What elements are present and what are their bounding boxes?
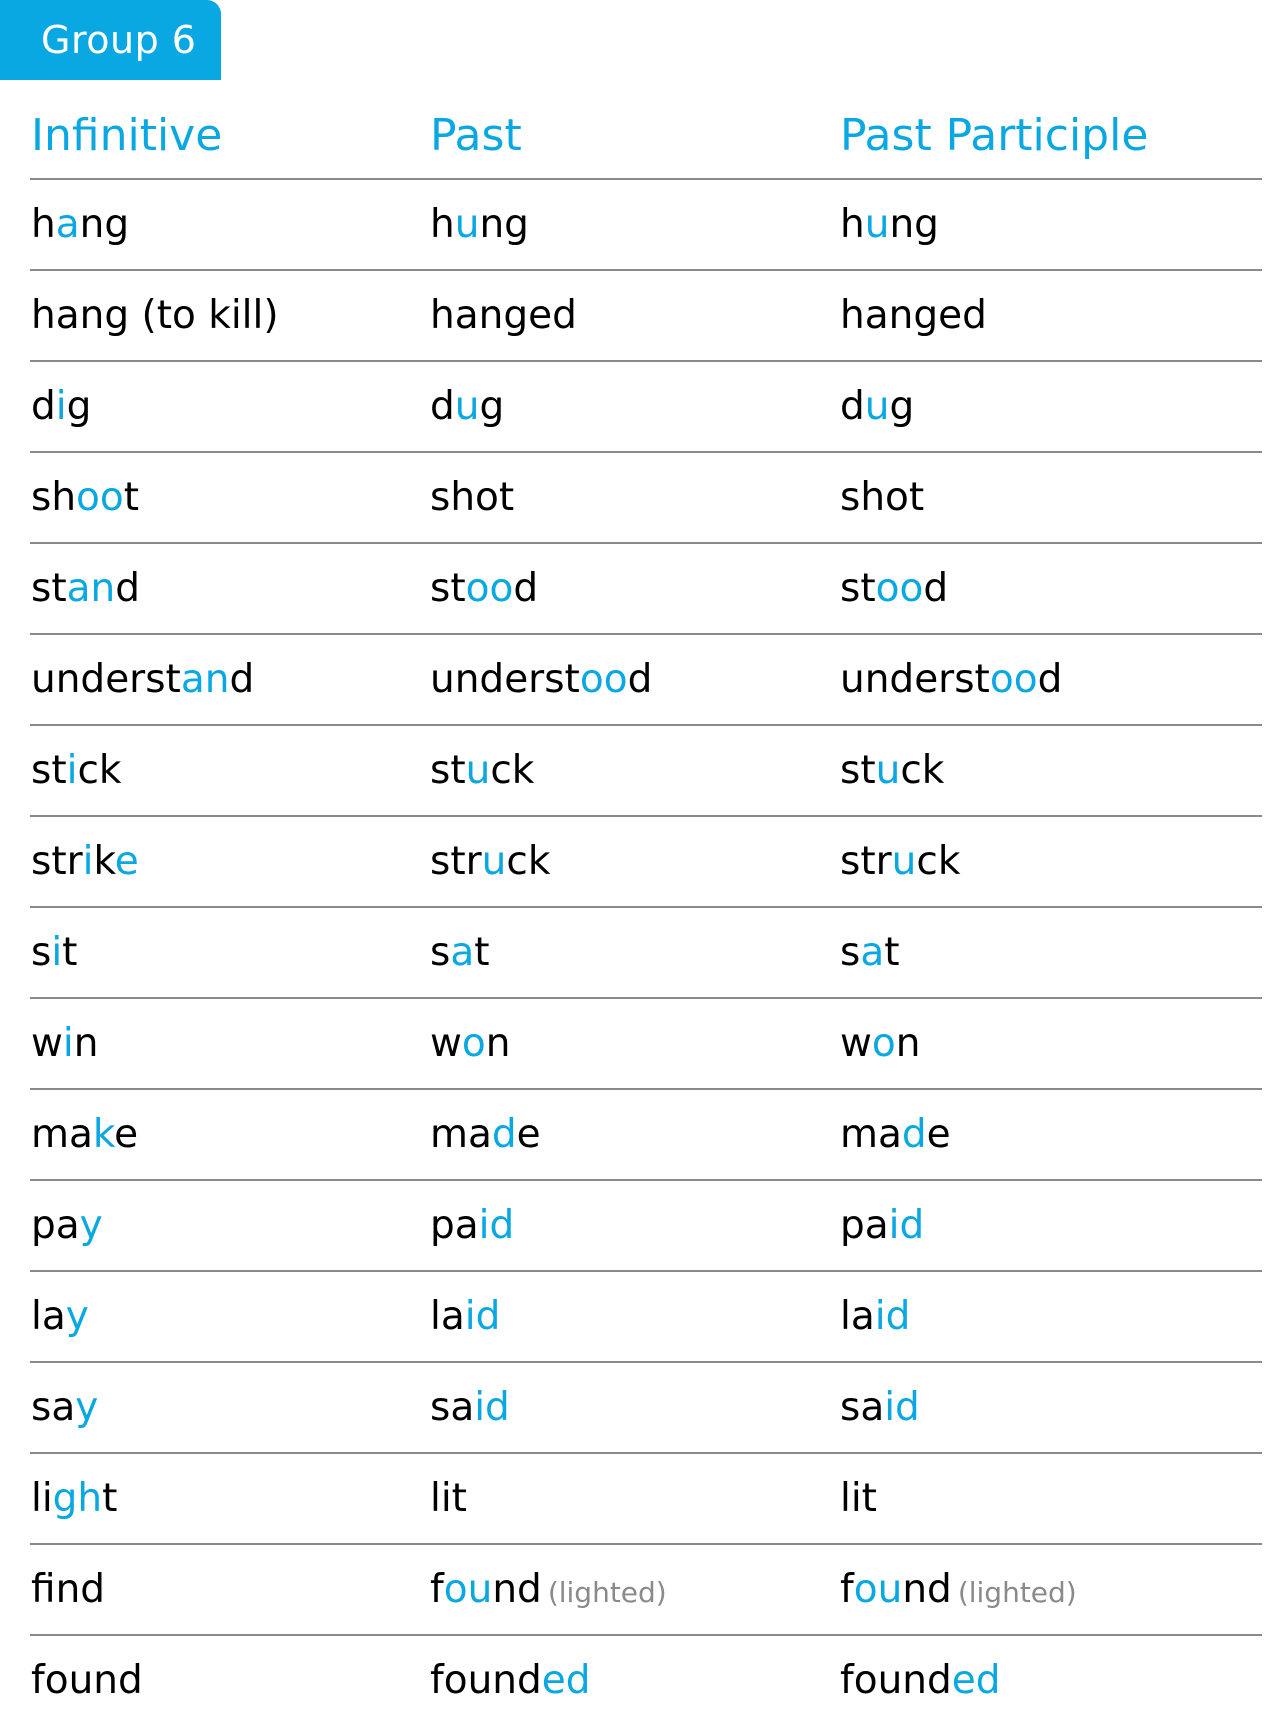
header-infinitive: Infinitive: [31, 110, 223, 161]
cell-infinitive: [31, 1658, 143, 1704]
text-segment: underst: [31, 657, 181, 702]
cell-past-participle: [840, 1658, 1001, 1704]
text-segment: d: [430, 384, 455, 429]
text-segment: la: [430, 1294, 465, 1339]
cell-past: [430, 1112, 541, 1158]
highlighted-segment: oo: [579, 657, 628, 702]
text-segment: n: [485, 1021, 511, 1066]
cell-infinitive: [31, 293, 279, 339]
text-segment: f: [840, 1567, 854, 1612]
header-past-participle: Past Participle: [840, 110, 1149, 161]
highlighted-segment: oo: [465, 566, 514, 611]
text-segment: sh: [31, 475, 77, 520]
text-segment: hang (to kill): [31, 293, 279, 338]
highlighted-segment: an: [180, 657, 230, 702]
text-segment: nd: [55, 1567, 106, 1612]
text-segment: w: [31, 1021, 63, 1066]
table-header: [30, 100, 1262, 180]
text-segment: ng: [889, 202, 939, 247]
highlighted-segment: y: [65, 1294, 89, 1339]
highlighted-segment: d: [901, 1112, 927, 1157]
text-segment: f: [430, 1567, 444, 1612]
highlighted-segment: id: [474, 1385, 510, 1430]
highlighted-segment: u: [891, 839, 917, 884]
text-segment: t: [123, 475, 140, 520]
cell-infinitive: [31, 566, 140, 612]
text-segment: hanged: [840, 293, 987, 338]
text-segment: s: [430, 930, 451, 975]
text-segment: d: [115, 566, 141, 611]
text-segment: h: [430, 202, 455, 247]
highlighted-segment: oo: [989, 657, 1038, 702]
header-past: Past: [430, 110, 522, 161]
cell-infinitive: [31, 1567, 105, 1613]
text-segment: ng: [479, 202, 529, 247]
text-segment: ck: [506, 839, 551, 884]
text-segment: st: [430, 566, 466, 611]
text-segment: sa: [31, 1385, 76, 1430]
text-segment: e: [926, 1112, 951, 1157]
text-segment: nd: [902, 1567, 952, 1612]
highlighted-segment: a: [55, 202, 80, 247]
text-segment: la: [840, 1294, 875, 1339]
text-segment: w: [430, 1021, 462, 1066]
text-segment: g: [66, 384, 92, 429]
text-segment: str: [430, 839, 482, 884]
text-segment: g: [479, 384, 505, 429]
cell-past: [430, 1203, 514, 1249]
highlighted-segment: ed: [951, 1658, 1001, 1703]
cell-infinitive: [31, 384, 91, 430]
cell-past-participle: [840, 748, 944, 794]
cell-past: [430, 1658, 591, 1704]
table-row: [30, 817, 1262, 908]
text-segment: e: [114, 1112, 139, 1157]
text-segment: shot: [430, 475, 515, 520]
text-segment: ck: [916, 839, 961, 884]
highlighted-segment: ou: [443, 1567, 493, 1612]
text-segment: sa: [430, 1385, 475, 1430]
highlighted-segment: oo: [875, 566, 924, 611]
text-segment: st: [840, 748, 876, 793]
cell-past: [430, 748, 534, 794]
cell-past-participle: [840, 1294, 910, 1340]
table-body: [30, 180, 1262, 1725]
table-row: [30, 544, 1262, 635]
cell-past-participle: [840, 293, 987, 339]
cell-infinitive: [31, 1294, 89, 1340]
table-row: [30, 999, 1262, 1090]
cell-past: [430, 202, 529, 248]
text-segment: st: [31, 566, 67, 611]
cell-past-participle: [840, 839, 960, 885]
cell-past: [430, 839, 550, 885]
highlighted-segment: an: [66, 566, 116, 611]
cell-past-participle: [840, 1021, 921, 1067]
cell-past: [430, 384, 504, 430]
text-segment: lit: [840, 1476, 877, 1521]
cell-past: [430, 566, 538, 612]
text-segment: n: [73, 1021, 99, 1066]
highlighted-segment: id: [478, 1203, 515, 1248]
text-segment: n: [895, 1021, 921, 1066]
variant-note: (lighted): [957, 1576, 1077, 1609]
text-segment: st: [430, 748, 466, 793]
cell-past-participle: [840, 566, 948, 612]
table-row: [30, 362, 1262, 453]
text-segment: found: [430, 1658, 542, 1703]
highlighted-segment: gh: [52, 1476, 103, 1521]
cell-infinitive: [31, 748, 122, 794]
cell-past-participle: [840, 1476, 877, 1522]
highlighted-segment: oo: [76, 475, 124, 520]
highlighted-segment: id: [884, 1385, 920, 1430]
cell-past: [430, 657, 652, 703]
text-segment: ng: [79, 202, 130, 247]
text-segment: t: [62, 930, 78, 975]
table-row: [30, 180, 1262, 271]
cell-past: [430, 930, 490, 976]
cell-past: [430, 1385, 510, 1431]
cell-infinitive: [31, 202, 129, 248]
table-row: [30, 1363, 1262, 1454]
cell-past: [430, 1476, 467, 1522]
cell-infinitive: [31, 1476, 117, 1522]
cell-past-participle: [840, 1385, 920, 1431]
highlighted-segment: u: [481, 839, 507, 884]
text-segment: shot: [840, 475, 925, 520]
table-row: [30, 1272, 1262, 1363]
cell-infinitive: [31, 657, 254, 703]
text-segment: w: [840, 1021, 872, 1066]
table-row: [30, 271, 1262, 362]
highlighted-segment: u: [875, 748, 901, 793]
highlighted-segment: o: [871, 1021, 896, 1066]
cell-past: [430, 1294, 500, 1340]
highlighted-segment: u: [864, 202, 890, 247]
cell-past-participle: [840, 1112, 951, 1158]
text-segment: k: [93, 839, 115, 884]
highlighted-segment: u: [465, 748, 491, 793]
cell-past: [430, 1567, 667, 1616]
text-segment: underst: [840, 657, 990, 702]
text-segment: d: [627, 657, 653, 702]
highlighted-segment: e: [114, 839, 139, 884]
text-segment: d: [31, 384, 56, 429]
cell-infinitive: [31, 1112, 138, 1158]
cell-infinitive: [31, 839, 139, 885]
table-row: [30, 1090, 1262, 1181]
text-segment: pa: [840, 1203, 889, 1248]
highlighted-segment: d: [491, 1112, 517, 1157]
text-segment: lit: [430, 1476, 467, 1521]
text-segment: t: [102, 1476, 118, 1521]
cell-past-participle: [840, 657, 1062, 703]
text-segment: d: [1037, 657, 1063, 702]
table-row: [30, 1636, 1262, 1725]
text-segment: ck: [490, 748, 535, 793]
table-row: [30, 908, 1262, 999]
text-segment: f: [31, 1567, 56, 1612]
highlighted-segment: i: [51, 930, 63, 975]
table-row: [30, 1545, 1262, 1636]
table-row: [30, 726, 1262, 817]
cell-past: [430, 293, 577, 339]
verb-table: [30, 100, 1262, 1725]
highlighted-segment: a: [860, 930, 885, 975]
cell-infinitive: [31, 1203, 103, 1249]
highlighted-segment: k: [92, 1112, 115, 1157]
text-segment: h: [840, 202, 865, 247]
text-segment: pa: [430, 1203, 479, 1248]
highlighted-segment: u: [864, 384, 890, 429]
highlighted-segment: i: [82, 839, 94, 884]
table-row: [30, 1454, 1262, 1545]
cell-past-participle: [840, 930, 900, 976]
highlighted-segment: y: [79, 1203, 103, 1248]
highlighted-segment: i: [55, 384, 67, 429]
text-segment: li: [31, 1476, 53, 1521]
cell-past-participle: [840, 384, 914, 430]
text-segment: str: [31, 839, 83, 884]
text-segment: d: [840, 384, 865, 429]
table-row: [30, 453, 1262, 544]
cell-past-participle: [840, 1203, 924, 1249]
text-segment: s: [840, 930, 861, 975]
text-segment: d: [513, 566, 539, 611]
text-segment: found: [840, 1658, 952, 1703]
table-row: [30, 635, 1262, 726]
text-segment: h: [31, 202, 56, 247]
cell-infinitive: [31, 475, 139, 521]
text-segment: ck: [900, 748, 945, 793]
variant-note: (lighted): [547, 1576, 667, 1609]
cell-past: [430, 475, 514, 521]
text-segment: g: [889, 384, 915, 429]
text-segment: st: [31, 748, 67, 793]
text-segment: d: [229, 657, 255, 702]
text-segment: d: [923, 566, 949, 611]
text-segment: e: [516, 1112, 541, 1157]
text-segment: sa: [840, 1385, 885, 1430]
text-segment: ck: [77, 748, 122, 793]
highlighted-segment: id: [464, 1294, 501, 1339]
text-segment: t: [474, 930, 490, 975]
highlighted-segment: o: [461, 1021, 486, 1066]
highlighted-segment: id: [874, 1294, 911, 1339]
text-segment: str: [840, 839, 892, 884]
highlighted-segment: u: [454, 202, 480, 247]
text-segment: ma: [31, 1112, 93, 1157]
text-segment: found: [31, 1658, 143, 1703]
group-tab: Group 6: [0, 0, 221, 80]
text-segment: hanged: [430, 293, 577, 338]
text-segment: ma: [430, 1112, 492, 1157]
text-segment: s: [31, 930, 52, 975]
highlighted-segment: i: [62, 1021, 74, 1066]
highlighted-segment: u: [454, 384, 480, 429]
highlighted-segment: i: [66, 748, 78, 793]
cell-infinitive: [31, 930, 77, 976]
text-segment: t: [884, 930, 900, 975]
text-segment: pa: [31, 1203, 80, 1248]
text-segment: nd: [492, 1567, 542, 1612]
cell-past-participle: [840, 475, 924, 521]
cell-past-participle: [840, 1567, 1077, 1616]
highlighted-segment: ou: [853, 1567, 903, 1612]
text-segment: la: [31, 1294, 66, 1339]
text-segment: ma: [840, 1112, 902, 1157]
cell-infinitive: [31, 1021, 98, 1067]
cell-past: [430, 1021, 511, 1067]
text-segment: st: [840, 566, 876, 611]
highlighted-segment: id: [888, 1203, 925, 1248]
text-segment: underst: [430, 657, 580, 702]
highlighted-segment: a: [450, 930, 475, 975]
highlighted-segment: y: [75, 1385, 99, 1430]
highlighted-segment: ed: [541, 1658, 591, 1703]
cell-past-participle: [840, 202, 939, 248]
table-row: [30, 1181, 1262, 1272]
cell-infinitive: [31, 1385, 98, 1431]
